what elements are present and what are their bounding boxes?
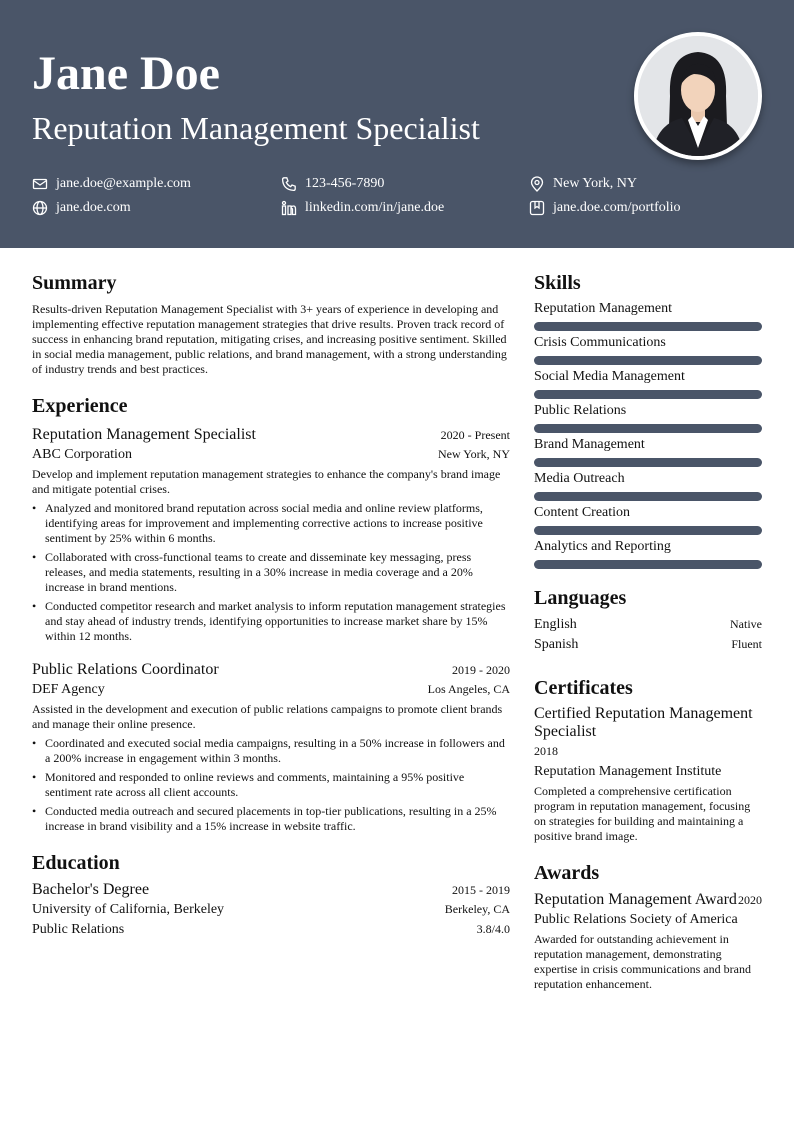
skill-name: Content Creation	[534, 505, 631, 520]
achievement-item: • Conducted competitor research and market analysis to inform reputation management strategies and stay ahead of industry trends, identifying opportunities to increase market share by 15% within 12 months.	[32, 599, 510, 644]
certificates-heading: Certificates	[534, 677, 633, 699]
job-description: Assisted in the development and execution of public relations campaigns to promote client brands and manage their online presence.	[32, 702, 503, 731]
skill-item	[534, 402, 762, 433]
achievement-item: • Coordinated and executed social media campaigns, resulting in a 50% increase in followers and a 200% increase in engagement within 3 months.	[32, 736, 510, 766]
language-level: Fluent	[731, 637, 762, 651]
skill-name: Brand Management	[534, 437, 645, 452]
skill-name: Media Outreach	[534, 471, 625, 486]
award-description: Awarded for outstanding achievement in reputation management, demonstrating expertise in crisis communications and brand reputation enhancement.	[534, 932, 751, 991]
education-entry	[32, 880, 510, 940]
job-dates: 2020 - Present	[440, 428, 510, 442]
language-level: Native	[730, 617, 762, 631]
job-entry	[32, 660, 510, 834]
skill-bar	[534, 458, 762, 467]
linkedin-icon	[281, 200, 297, 216]
achievement-item: • Analyzed and monitored brand reputation across social media and online review platforms, identifying areas for improvement and implementing corrective actions to increase positive sentiment by 25% within 6 months.	[32, 501, 510, 546]
language-name: Spanish	[534, 637, 579, 652]
contact-portfolio-text: jane.doe.com/portfolio	[553, 200, 681, 215]
globe-icon	[32, 200, 48, 216]
education-dates: 2015 - 2019	[452, 883, 510, 897]
award-year: 2020	[738, 893, 762, 907]
skills-heading: Skills	[534, 272, 581, 294]
certificate-issuer: Reputation Management Institute	[534, 764, 722, 779]
language-name: English	[534, 617, 577, 632]
job-location: New York, NY	[437, 447, 510, 461]
award-entry	[534, 890, 762, 992]
mail-icon	[32, 176, 48, 192]
gpa: 3.8/4.0	[476, 922, 510, 936]
contact-email[interactable]	[32, 175, 191, 193]
job-dates: 2019 - 2020	[452, 663, 510, 677]
job-achievements	[32, 736, 510, 834]
job-company: DEF Agency	[32, 682, 105, 697]
skill-item	[534, 334, 762, 365]
contact-phone-text: 123-456-7890	[305, 176, 385, 191]
job-location: Los Angeles, CA	[427, 682, 510, 696]
school-location: Berkeley, CA	[444, 902, 510, 916]
job-entry	[32, 425, 510, 644]
contact-linkedin-text: linkedin.com/in/jane.doe	[305, 200, 445, 215]
summary-heading: Summary	[32, 272, 117, 294]
contact-website[interactable]	[32, 199, 131, 217]
skill-item	[534, 300, 762, 331]
skill-bar	[534, 390, 762, 399]
skill-bar	[534, 492, 762, 501]
contact-linkedin[interactable]	[281, 199, 444, 217]
certificate-name: Certified Reputation Management Specialist	[534, 705, 753, 740]
school-name: University of California, Berkeley	[32, 902, 225, 917]
job-role: Public Relations Coordinator	[32, 661, 219, 678]
achievement-item: • Collaborated with cross-functional teams to create and disseminate key messaging, press releases, and media statements, resulting in a 30% increase in media coverage and a 20% increase in brand mentions.	[32, 550, 510, 595]
skill-bar	[534, 356, 762, 365]
skill-bar	[534, 322, 762, 331]
award-name: Reputation Management Award	[534, 891, 737, 908]
skill-bar	[534, 526, 762, 535]
certificate-entry	[534, 705, 762, 844]
skill-item	[534, 538, 762, 569]
job-description: Develop and implement reputation management strategies to enhance the company's brand image and mitigate potential crises.	[32, 467, 501, 496]
skill-item	[534, 470, 762, 501]
certificate-description: Completed a comprehensive certification program in reputation management, focusing on strategies for building and maintaining a positive brand image.	[534, 784, 751, 843]
candidate-name: Jane Doe	[32, 47, 220, 100]
certificate-year: 2018	[534, 744, 558, 758]
achievement-item: • Monitored and responded to online reviews and comments, maintaining a 95% positive sentiment rate across all client accounts.	[32, 770, 510, 800]
contact-website-text: jane.doe.com	[56, 200, 131, 215]
contact-location	[529, 175, 637, 193]
skill-bar	[534, 424, 762, 433]
degree: Bachelor's Degree	[32, 881, 150, 898]
skill-name: Crisis Communications	[534, 335, 666, 350]
contact-phone[interactable]	[281, 175, 384, 193]
skill-bar	[534, 560, 762, 569]
phone-icon	[281, 176, 297, 192]
languages-heading: Languages	[534, 587, 627, 609]
sidebar-column	[534, 268, 762, 992]
language-item	[534, 615, 762, 635]
skill-item	[534, 504, 762, 535]
languages-list	[534, 615, 762, 655]
profile-photo	[634, 32, 762, 160]
skill-item	[534, 368, 762, 399]
awards-heading: Awards	[534, 862, 600, 884]
field-of-study: Public Relations	[32, 922, 125, 937]
skill-name: Analytics and Reporting	[534, 539, 671, 554]
contact-location-text: New York, NY	[553, 176, 638, 191]
contact-email-text: jane.doe@example.com	[56, 176, 191, 191]
skill-item	[534, 436, 762, 467]
job-achievements	[32, 501, 510, 644]
job-company: ABC Corporation	[32, 447, 132, 462]
language-item	[534, 635, 762, 655]
experience-heading: Experience	[32, 395, 128, 417]
summary-text: Results-driven Reputation Management Specialist with 3+ years of experience in developing and implementing effective reputation management strategies that drive results. Proven track record of success in enhancing brand reputation, mitigating crises, and increasing positive sentiment. Skilled in social media management, public relations, and brand management, with a strong understanding of industry trends and best practices.	[32, 302, 507, 376]
award-issuer: Public Relations Society of America	[534, 912, 738, 927]
skill-name: Social Media Management	[534, 369, 685, 384]
job-role: Reputation Management Specialist	[32, 426, 256, 443]
skills-list	[534, 300, 762, 569]
skill-name: Reputation Management	[534, 301, 673, 316]
main-column	[32, 268, 510, 940]
resume-header	[0, 0, 794, 248]
achievement-item: • Conducted media outreach and secured placements in top-tier publications, resulting in a 25% increase in brand visibility and a 15% increase in website traffic.	[32, 804, 510, 834]
education-heading: Education	[32, 852, 120, 874]
portfolio-icon	[529, 200, 545, 216]
candidate-title: Reputation Management Specialist	[32, 110, 480, 146]
skill-name: Public Relations	[534, 403, 627, 418]
location-pin-icon	[529, 176, 545, 192]
contact-portfolio[interactable]	[529, 199, 681, 217]
